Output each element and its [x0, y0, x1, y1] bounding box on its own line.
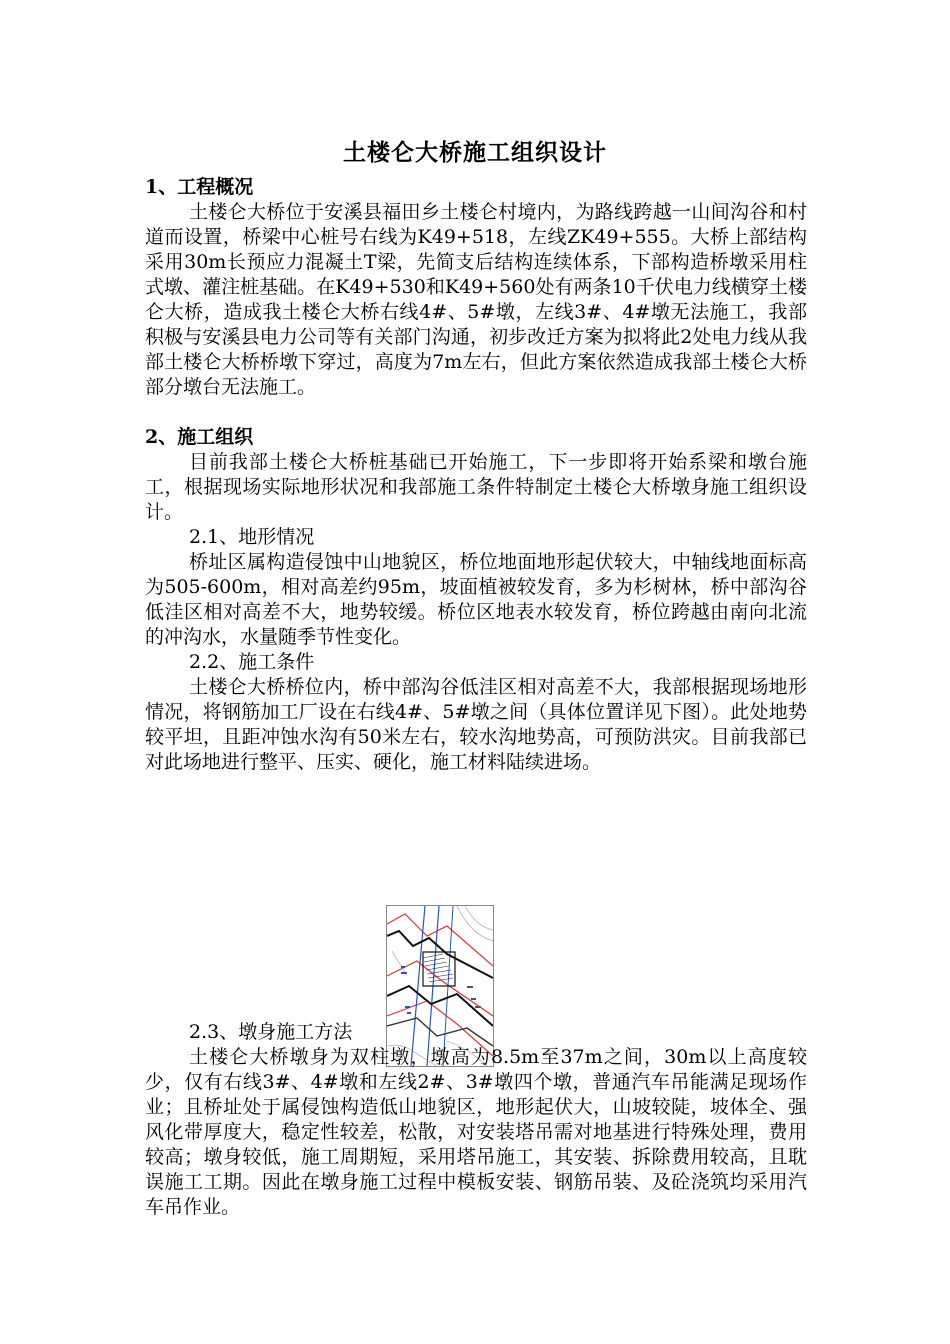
subsection-2-2-heading: 2.2、施工条件 [189, 651, 315, 673]
section-1-heading: 1、工程概况 [145, 176, 254, 198]
subsection-2-2-paragraph: 土楼仑大桥桥位内，桥中部沟谷低洼区相对高差不大，我部根据现场地形情况，将钢筋加工厂设在右线4#、5#墩之间（具体位置详见下图）。此处地势较平坦，且距冲蚀水沟有50米左右，较水沟地势高，可预防洪灾。目前我部已对此场地进行整平、压实、硬化，施工材料陆续进场。 [145, 676, 807, 773]
subsection-2-3-heading: 2.3、墩身施工方法 [189, 1021, 353, 1043]
subsection-2-3-paragraph: 土楼仑大桥墩身为双柱墩，墩高为8.5m至37m之间，30m以上高度较少，仅有右线3#、4#墩和左线2#、3#墩四个墩，普通汽车吊能满足现场作业；且桥址处于属侵蚀构造低山地貌区，地形起伏大，山坡较陡，坡体全、强风化带厚度大，稳定性较差，松散，对安装塔吊需对地基进行特殊处理，费用较高；墩身较低，施工周期短，采用塔吊施工，其安装、拆除费用较高，且耽误施工工期。因此在墩身施工过程中模板安装、钢筋吊装、及砼浇筑均采用汽车吊作业。 [145, 1046, 807, 1218]
section-2-heading: 2、施工组织 [145, 426, 254, 448]
subsection-2-1-paragraph: 桥址区属构造侵蚀中山地貌区，桥位地面地形起伏较大，中轴线地面标高为505-600m，相对高差约95m，坡面植被较发育，多为杉树林，桥中部沟谷低洼区相对高差不大，地势较缓。桥位区地表水较发育，桥位跨越由南向北流的冲沟水，水量随季节性变化。 [145, 551, 807, 648]
section-2-paragraph: 目前我部土楼仑大桥桩基础已开始施工，下一步即将开始系梁和墩台施工，根据现场实际地形状况和我部施工条件特制定土楼仑大桥墩身施工组织设计。 [145, 451, 807, 523]
section-1-paragraph: 土楼仑大桥位于安溪县福田乡土楼仑村境内，为路线跨越一山间沟谷和村道而设置，桥梁中心桩号右线为K49+518，左线ZK49+555。大桥上部结构采用30m长预应力混凝土T梁，先简支后结构连续体系，下部构造桥墩采用柱式墩、灌注桩基础。在K49+530和K49+560处有两条10千伏电力线横穿土楼仑大桥，造成我土楼仑大桥右线4#、5#墩，左线3#、4#墩无法施工，我部积极与安溪县电力公司等有关部门沟通，初步改迁方案为拟将此2处电力线从我部土楼仑大桥桥墩下穿过，高度为7m左右，但此方案依然造成我部土楼仑大桥部分墩台无法施工。 [145, 201, 807, 398]
document-title: 土楼仑大桥施工组织设计 [343, 139, 607, 166]
subsection-2-1-heading: 2.1、地形情况 [189, 526, 315, 548]
